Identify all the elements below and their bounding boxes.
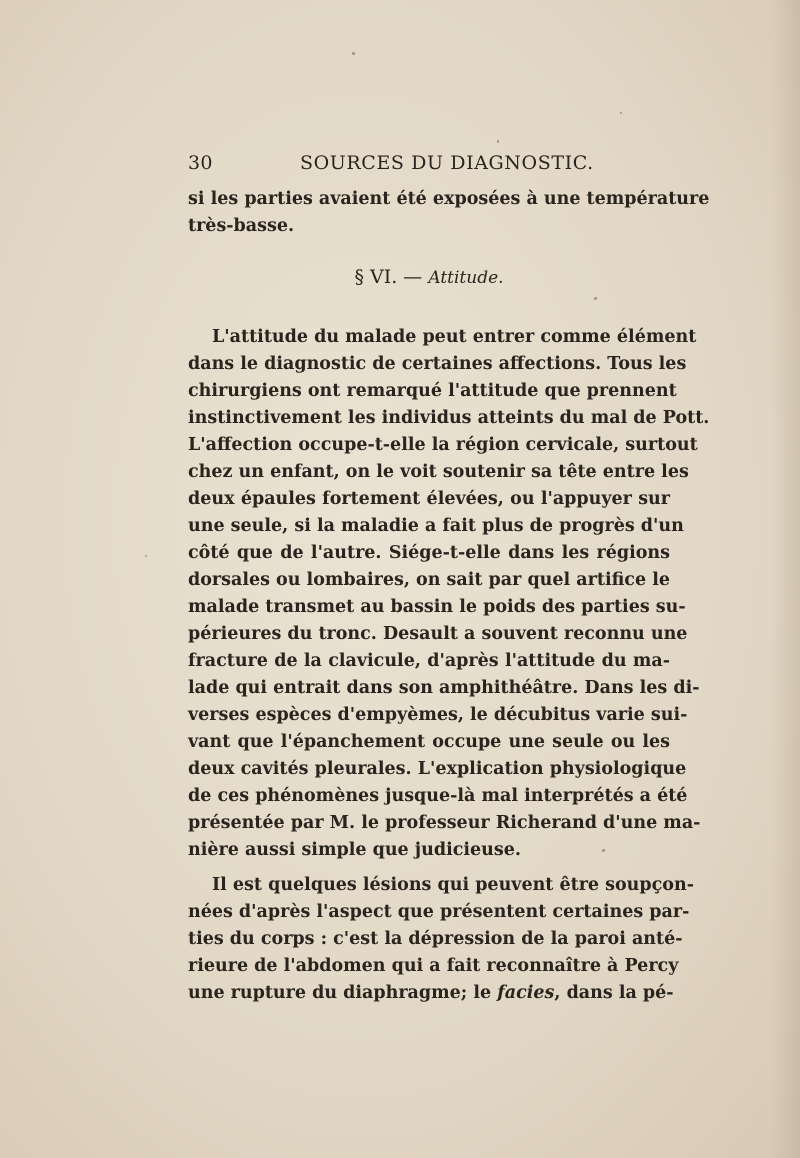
text-segment: une rupture du diaphragme; le (188, 983, 498, 1003)
running-title: SOURCES DU DIAGNOSTIC. (300, 152, 594, 174)
text-line: périeures du tronc. Desault a souvent reconnu une (188, 624, 688, 644)
paragraph-lesions (188, 872, 694, 1007)
text-line: chez un enfant, on le voit soutenir sa tête entre les (188, 462, 689, 482)
text-line: lade qui entrait dans son amphithéâtre. Dans les di- (188, 678, 700, 698)
section-title: Attitude. (428, 268, 504, 288)
text-line: nées d'après l'aspect que présentent certaines par- (188, 902, 690, 922)
paper-speck (352, 52, 355, 55)
text-line: vant que l'épanchement occupe une seule ou les (188, 732, 670, 752)
text-segment: , dans la pé- (554, 983, 674, 1003)
text-line: L'affection occupe-t-elle la région cervicale, surtout (188, 435, 698, 455)
italic-term: facies (497, 983, 555, 1003)
section-number: § VI. — (354, 266, 423, 288)
page-number: 30 (188, 152, 213, 174)
text-line: rieure de l'abdomen qui a fait reconnaître à Percy (188, 956, 679, 976)
running-header (188, 152, 670, 182)
paper-speck (594, 297, 597, 300)
paper-speck (497, 140, 499, 143)
text-line-last (188, 980, 674, 1007)
text-line: ties du corps : c'est la dépression de la paroi anté- (188, 929, 683, 949)
text-line: deux cavités pleurales. L'explication physiologique (188, 759, 687, 779)
text-line: de ces phénomènes jusque-là mal interprétés a été (188, 786, 688, 806)
text-line: malade transmet au bassin le poids des parties su- (188, 597, 686, 617)
text-line: si les parties avaient été exposées à une température (188, 189, 710, 209)
text-line: Il est quelques lésions qui peuvent être soupçon- (212, 875, 694, 895)
text-line: nière aussi simple que judicieuse. (188, 840, 521, 860)
text-line: dans le diagnostic de certaines affections. Tous les (188, 354, 687, 374)
text-line: une seule, si la maladie a fait plus de progrès d'un (188, 516, 684, 536)
paragraph-attitude (188, 324, 710, 864)
text-line: présentée par M. le professeur Richerand d'une ma- (188, 813, 701, 833)
text-line: instinctivement les individus atteints du mal de Pott. (188, 408, 710, 428)
text-line: verses espèces d'empyèmes, le décubitus varie sui- (188, 705, 688, 725)
text-line: deux épaules fortement élevées, ou l'appuyer sur (188, 489, 670, 509)
text-line: très-basse. (188, 216, 295, 236)
continuation-text (188, 186, 710, 240)
text-line: chirurgiens ont remarqué l'attitude que prennent (188, 381, 677, 401)
paper-speck (620, 112, 622, 114)
paper-speck (145, 555, 147, 557)
page-edge-shadow (772, 0, 800, 1158)
text-line: fracture de la clavicule, d'après l'attitude du ma- (188, 651, 670, 671)
text-line: dorsales ou lombaires, on sait par quel artifice le (188, 570, 670, 590)
section-heading (188, 266, 670, 288)
text-line: côté que de l'autre. Siége-t-elle dans les régions (188, 543, 670, 563)
text-line: L'attitude du malade peut entrer comme élément (212, 327, 697, 347)
